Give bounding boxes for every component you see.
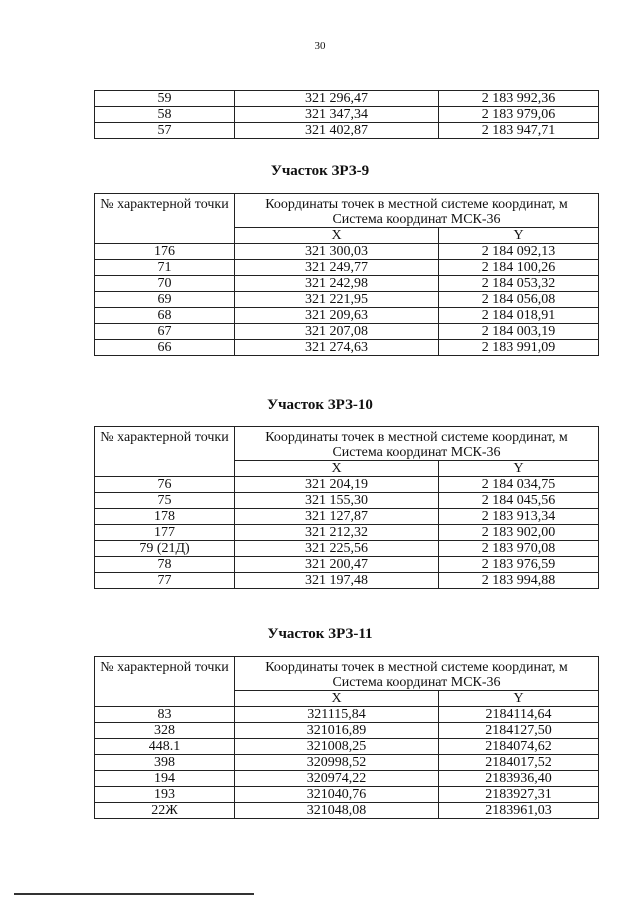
x-cell: 321 242,98 xyxy=(235,276,439,292)
point-cell: 69 xyxy=(95,292,235,308)
point-cell: 194 xyxy=(95,771,235,787)
x-header: X xyxy=(235,461,439,477)
table-row xyxy=(95,91,599,107)
point-header: № характерной точки xyxy=(95,194,235,244)
point-cell: 22Ж xyxy=(95,803,235,819)
coordinates-header-line1: Координаты точек в местной системе координат, м xyxy=(265,197,568,212)
table-row xyxy=(95,493,599,509)
point-header: № характерной точки xyxy=(95,427,235,477)
point-cell: 398 xyxy=(95,755,235,771)
point-cell: 177 xyxy=(95,525,235,541)
y-cell: 2 184 003,19 xyxy=(439,324,599,340)
y-cell: 2 183 947,71 xyxy=(439,123,599,139)
section-title-zrz-9: Участок ЗРЗ-9 xyxy=(270,163,370,179)
point-cell: 68 xyxy=(95,308,235,324)
x-header: X xyxy=(235,228,439,244)
point-cell: 70 xyxy=(95,276,235,292)
y-cell: 2 183 991,09 xyxy=(439,340,599,356)
y-cell: 2 183 902,00 xyxy=(439,525,599,541)
table-row xyxy=(95,525,599,541)
x-cell: 320974,22 xyxy=(235,771,439,787)
coordinates-header-line2: Система координат МСК-36 xyxy=(332,212,501,227)
table-row xyxy=(95,787,599,803)
coordinates-header xyxy=(235,194,599,228)
table-row xyxy=(95,244,599,260)
x-cell: 321 347,34 xyxy=(235,107,439,123)
x-cell: 321 300,03 xyxy=(235,244,439,260)
x-cell: 321 274,63 xyxy=(235,340,439,356)
x-cell: 321 296,47 xyxy=(235,91,439,107)
point-cell: 78 xyxy=(95,557,235,573)
table-row xyxy=(95,477,599,493)
table-row xyxy=(95,509,599,525)
y-cell: 2183961,03 xyxy=(439,803,599,819)
x-cell: 321 221,95 xyxy=(235,292,439,308)
point-cell: 58 xyxy=(95,107,235,123)
x-cell: 321 225,56 xyxy=(235,541,439,557)
point-cell: 83 xyxy=(95,707,235,723)
y-header: Y xyxy=(439,691,599,707)
y-header: Y xyxy=(439,228,599,244)
point-cell: 79 (21Д) xyxy=(95,541,235,557)
y-cell: 2 184 018,91 xyxy=(439,308,599,324)
x-cell: 321 200,47 xyxy=(235,557,439,573)
y-cell: 2184127,50 xyxy=(439,723,599,739)
x-header: X xyxy=(235,691,439,707)
coordinates-header-line1: Координаты точек в местной системе координат, м xyxy=(265,430,568,445)
y-cell: 2 184 045,56 xyxy=(439,493,599,509)
x-cell: 321115,84 xyxy=(235,707,439,723)
x-cell: 321008,25 xyxy=(235,739,439,755)
point-cell: 448.1 xyxy=(95,739,235,755)
point-cell: 176 xyxy=(95,244,235,260)
point-header: № характерной точки xyxy=(95,657,235,707)
point-cell: 178 xyxy=(95,509,235,525)
x-cell: 321 249,77 xyxy=(235,260,439,276)
coordinates-header-line2: Система координат МСК-36 xyxy=(332,675,501,690)
y-cell: 2183936,40 xyxy=(439,771,599,787)
section-title-zrz-11: Участок ЗРЗ-11 xyxy=(267,626,373,642)
footer-divider xyxy=(14,893,254,895)
coordinates-table-zrz-11 xyxy=(94,656,598,819)
x-cell: 321 207,08 xyxy=(235,324,439,340)
x-cell: 321 212,32 xyxy=(235,525,439,541)
point-cell: 66 xyxy=(95,340,235,356)
table-row xyxy=(95,557,599,573)
coordinates-table-zrz-10 xyxy=(94,426,598,589)
table-row xyxy=(95,292,599,308)
table-row xyxy=(95,739,599,755)
y-cell: 2 183 994,88 xyxy=(439,573,599,589)
table-row xyxy=(95,260,599,276)
y-cell: 2 183 992,36 xyxy=(439,91,599,107)
y-cell: 2184114,64 xyxy=(439,707,599,723)
x-cell: 321016,89 xyxy=(235,723,439,739)
table-row xyxy=(95,755,599,771)
continuation-table xyxy=(94,90,598,139)
table-row xyxy=(95,723,599,739)
point-cell: 75 xyxy=(95,493,235,509)
x-cell: 321 209,63 xyxy=(235,308,439,324)
table-row xyxy=(95,123,599,139)
point-cell: 67 xyxy=(95,324,235,340)
y-cell: 2 183 979,06 xyxy=(439,107,599,123)
y-cell: 2 184 100,26 xyxy=(439,260,599,276)
table-row xyxy=(95,573,599,589)
x-cell: 321 127,87 xyxy=(235,509,439,525)
y-cell: 2 184 092,13 xyxy=(439,244,599,260)
y-cell: 2 184 053,32 xyxy=(439,276,599,292)
coordinates-header xyxy=(235,427,599,461)
y-cell: 2 183 913,34 xyxy=(439,509,599,525)
table-row xyxy=(95,340,599,356)
point-cell: 57 xyxy=(95,123,235,139)
y-cell: 2 183 976,59 xyxy=(439,557,599,573)
table-row xyxy=(95,107,599,123)
y-cell: 2 184 034,75 xyxy=(439,477,599,493)
coordinates-header-line2: Система координат МСК-36 xyxy=(332,445,501,460)
x-cell: 321040,76 xyxy=(235,787,439,803)
coordinates-header xyxy=(235,657,599,691)
y-header: Y xyxy=(439,461,599,477)
page-number: 30 xyxy=(314,40,326,52)
x-cell: 321 204,19 xyxy=(235,477,439,493)
section-title-zrz-10: Участок ЗРЗ-10 xyxy=(267,397,373,413)
table-row xyxy=(95,771,599,787)
point-cell: 328 xyxy=(95,723,235,739)
table-row xyxy=(95,276,599,292)
x-cell: 321 155,30 xyxy=(235,493,439,509)
point-cell: 77 xyxy=(95,573,235,589)
x-cell: 321 402,87 xyxy=(235,123,439,139)
x-cell: 320998,52 xyxy=(235,755,439,771)
table-row xyxy=(95,324,599,340)
y-cell: 2184074,62 xyxy=(439,739,599,755)
table-row xyxy=(95,308,599,324)
y-cell: 2183927,31 xyxy=(439,787,599,803)
y-cell: 2184017,52 xyxy=(439,755,599,771)
x-cell: 321048,08 xyxy=(235,803,439,819)
table-row xyxy=(95,707,599,723)
x-cell: 321 197,48 xyxy=(235,573,439,589)
y-cell: 2 183 970,08 xyxy=(439,541,599,557)
y-cell: 2 184 056,08 xyxy=(439,292,599,308)
coordinates-header-line1: Координаты точек в местной системе координат, м xyxy=(265,660,568,675)
point-cell: 76 xyxy=(95,477,235,493)
point-cell: 193 xyxy=(95,787,235,803)
table-row xyxy=(95,541,599,557)
point-cell: 71 xyxy=(95,260,235,276)
coordinates-table-zrz-9 xyxy=(94,193,598,356)
table-row xyxy=(95,803,599,819)
point-cell: 59 xyxy=(95,91,235,107)
